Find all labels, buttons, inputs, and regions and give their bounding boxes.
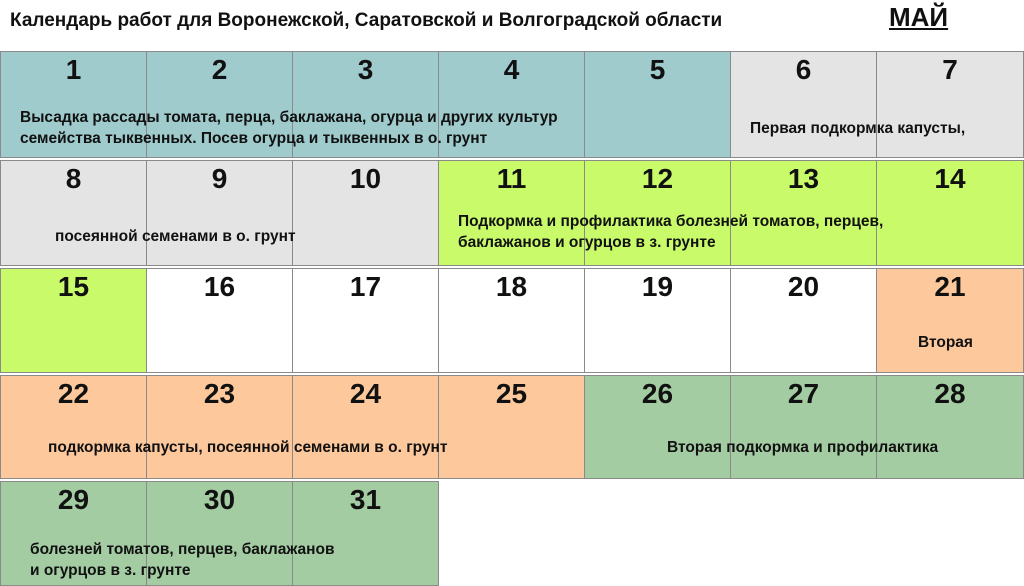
task-note <box>918 332 973 353</box>
day-cell <box>0 160 147 266</box>
task-note-line: и огурцов в з. грунте <box>30 562 191 579</box>
day-number: 8 <box>65 163 82 194</box>
task-note-line: Первая подкормка капусты, <box>750 120 966 137</box>
day-number: 11 <box>496 163 527 194</box>
day-number: 12 <box>641 163 674 194</box>
day-number: 25 <box>495 378 528 409</box>
day-number: 18 <box>495 271 528 302</box>
day-number: 2 <box>211 54 228 85</box>
day-cell <box>438 375 585 479</box>
day-cell <box>584 51 731 158</box>
day-number: 15 <box>57 271 90 302</box>
day-cell <box>146 160 293 266</box>
task-note <box>48 437 448 458</box>
day-cell <box>730 51 877 158</box>
day-cell <box>146 268 293 373</box>
day-number: 29 <box>57 484 90 515</box>
day-cell <box>730 375 877 479</box>
task-note-line: семейства тыквенных. Посев огурца и тыквенных в о. грунт <box>20 130 488 147</box>
day-number: 10 <box>349 163 382 194</box>
day-cell <box>584 268 731 373</box>
day-cell <box>876 51 1024 158</box>
day-cell <box>438 268 585 373</box>
day-cell <box>292 375 439 479</box>
calendar-grid <box>0 51 1024 586</box>
day-number: 9 <box>211 163 228 194</box>
task-note-line: посеянной семенами в о. грунт <box>55 228 296 245</box>
task-note-line: Высадка рассады томата, перца, баклажана, огурца и других культур <box>20 109 558 126</box>
day-number: 17 <box>349 271 382 302</box>
task-note-line: Подкормка и профилактика болезней томатов, перцев, <box>458 213 884 230</box>
day-number: 19 <box>641 271 674 302</box>
day-number: 24 <box>349 378 382 409</box>
task-note-line: баклажанов и огурцов в з. грунте <box>458 234 716 251</box>
task-note <box>20 107 558 149</box>
task-note <box>667 437 938 458</box>
day-number: 13 <box>787 163 820 194</box>
month-label: МАЙ <box>889 2 949 32</box>
day-number: 6 <box>795 54 812 85</box>
day-number: 22 <box>57 378 90 409</box>
task-note-line: болезней томатов, перцев, баклажанов <box>30 541 335 558</box>
task-note <box>750 118 965 139</box>
day-cell <box>584 375 731 479</box>
day-cell <box>292 268 439 373</box>
day-number: 5 <box>649 54 666 85</box>
day-number: 14 <box>934 163 966 194</box>
task-note-line: подкормка капусты, посеянной семенами в о. грунт <box>48 439 448 456</box>
day-cell <box>876 160 1024 266</box>
day-number: 7 <box>942 54 958 85</box>
task-note-line: Вторая подкормка и профилактика <box>667 439 939 456</box>
day-cell <box>146 375 293 479</box>
day-number: 31 <box>349 484 382 515</box>
day-number: 4 <box>503 54 520 85</box>
day-number: 27 <box>787 378 820 409</box>
day-number: 3 <box>357 54 374 85</box>
task-note <box>55 226 296 247</box>
task-note <box>458 211 883 253</box>
day-cell <box>876 268 1024 373</box>
day-number: 28 <box>934 378 966 409</box>
task-note-line: Вторая <box>918 334 973 351</box>
day-number: 23 <box>203 378 236 409</box>
day-cell <box>292 160 439 266</box>
calendar-title: Календарь работ для Воронежской, Саратовской и Волгоградской области <box>10 10 723 31</box>
task-note <box>30 539 334 581</box>
day-number: 21 <box>934 271 966 302</box>
day-number: 1 <box>65 54 82 85</box>
day-cell <box>0 268 147 373</box>
day-cell <box>730 268 877 373</box>
day-number: 26 <box>641 378 674 409</box>
day-number: 16 <box>203 271 236 302</box>
day-cell <box>876 375 1024 479</box>
day-number: 20 <box>787 271 820 302</box>
day-number: 30 <box>203 484 236 515</box>
day-cell <box>0 375 147 479</box>
